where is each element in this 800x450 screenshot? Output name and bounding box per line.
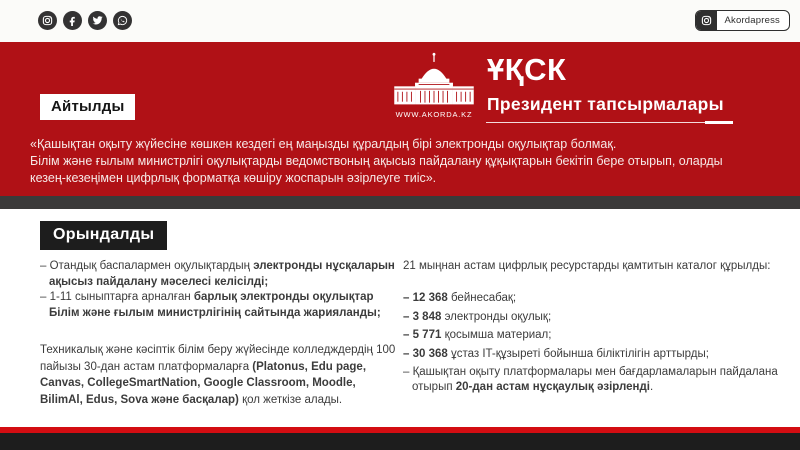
- account-name: Akordapress: [724, 15, 780, 26]
- left-column: [40, 259, 398, 408]
- quote-line: «Қашықтан оқыту жүйесіне көшкен кездегі ең маңызды құралдың бірі электронды оқулықтар болмақ.: [30, 137, 617, 151]
- divider-strip: [0, 196, 800, 209]
- akorda-logo: [386, 52, 482, 119]
- catalog-item-1: – 12 368 бейнесабақ;: [403, 292, 517, 304]
- catalog-item-3: – 5 771 қосымша материал;: [403, 329, 552, 341]
- catalog-item-2: – 3 848 электронды оқулық;: [403, 310, 552, 323]
- akorda-url: WWW.AKORDA.KZ: [395, 110, 473, 119]
- top-bar: [0, 0, 800, 42]
- said-badge: Айтылды: [40, 94, 135, 120]
- header-banner: [0, 42, 800, 196]
- right-column: [403, 259, 791, 399]
- subtitle-underline: [486, 122, 733, 123]
- catalog-list: [403, 291, 791, 395]
- footer-black-bar: [0, 433, 800, 450]
- account-instagram-icon: [696, 10, 717, 31]
- catalog-heading: 21 мыңнан астам цифрлық ресурстарды қамтитын каталог құрылды:: [403, 260, 771, 272]
- left-bullet-1: – Отандық баспалармен оқулықтардың электронды нұсқаларын ақысыз пайдалану мәселесі келісілді;: [40, 260, 395, 288]
- akorda-palace-icon: [388, 52, 480, 108]
- social-icons-group: [38, 11, 132, 30]
- quote-line: Білім және ғылым министрлігі оқулықтарды ведомствоның ақысыз пайдалану құқықтарын бекітіп бере отырып, оларды: [30, 154, 723, 168]
- banner-title: ҰҚСК: [487, 52, 567, 87]
- twitter-icon[interactable]: [88, 11, 107, 30]
- catalog-item-4: – 30 368 ұстаз IT-құзыреті бойынша біліктілігін арттырды;: [403, 347, 709, 360]
- main-section: [0, 209, 800, 427]
- left-bullet-2: – 1-11 сыныптарға арналған барлық электронды оқулықтар Білім және ғылым министрлігінің сайтында жарияланды;: [40, 291, 381, 319]
- done-badge: Орындалды: [40, 221, 167, 250]
- president-quote: [30, 136, 723, 187]
- quote-line: кезең-кезеңімен цифрлық форматқа көшіру жоспарын әзірлеуге тиіс».: [30, 171, 437, 185]
- whatsapp-icon[interactable]: [113, 11, 132, 30]
- banner-subtitle: Президент тапсырмалары: [487, 94, 724, 114]
- subtitle-underline-dash: [705, 121, 733, 124]
- account-badge[interactable]: [695, 10, 790, 31]
- instagram-icon[interactable]: [38, 11, 57, 30]
- facebook-icon[interactable]: [63, 11, 82, 30]
- left-paragraph: Техникалық және кәсіптік білім беру жүйесінде колледждердің 100 пайызы 30-дан астам платформаларға (Platonus, Edu page, Canvas, CollegeSmartNation, Google Classroom, Moodle, BilimAl, Edus, Sova және басқалар) қол жеткізе алады.: [40, 344, 396, 406]
- catalog-item-5: – Қашықтан оқыту платформалары мен бағдарламаларын пайдалана отырып 20-дан астам нұсқаулық әзірленді.: [403, 366, 778, 393]
